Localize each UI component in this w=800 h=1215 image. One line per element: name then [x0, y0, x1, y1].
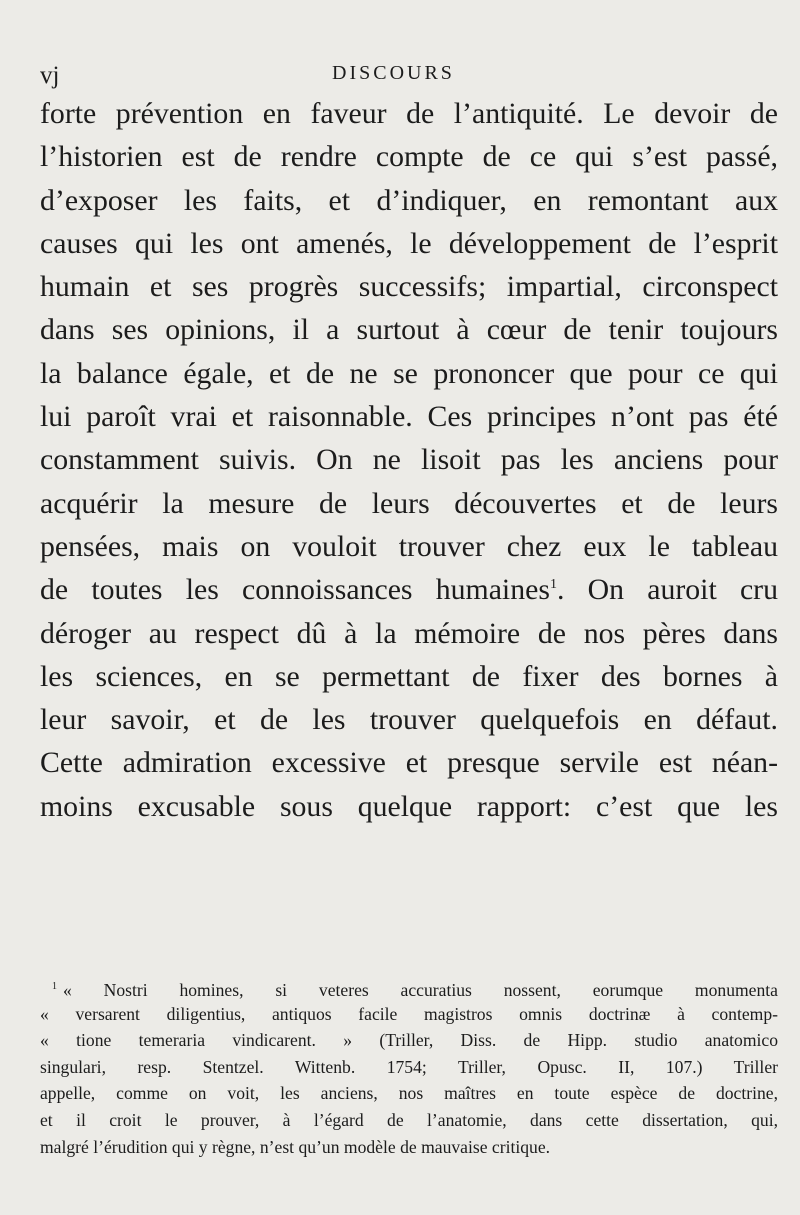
text-line: leur savoir, et de les trouver quelquefois en défaut. — [40, 703, 778, 737]
page-number: vj — [40, 62, 60, 89]
text-line: Cette admiration excessive et presque servile est néan- — [40, 746, 778, 780]
text-line: la balance égale, et de ne se prononcer que pour ce qui — [40, 356, 778, 390]
text-fragment: . On auroit cru — [556, 573, 779, 607]
text-line: moins excusable sous quelque rapport: c’est que les — [40, 789, 778, 823]
footnote-line: « versarent diligentius, antiquos facile magistros omnis doctrinæ à contemp- — [40, 1003, 778, 1024]
text-line-with-note-ref — [40, 568, 778, 611]
footnote-line: et il croit le prouver, à l’égard de l’anatomie, dans cette dissertation, qui, — [40, 1109, 778, 1130]
text-fragment: « Nostri homines, si veteres accuratius nossent, eorumque monumenta — [63, 979, 778, 1000]
footnote-mark: 1 — [52, 981, 57, 992]
text-line: pensées, mais on vouloit trouver chez eux le tableau — [40, 529, 778, 563]
footnote-line: « tione temeraria vindicarent. » (Triller, Diss. de Hipp. studio anatomico — [40, 1030, 778, 1051]
footnote-reference: 1 — [549, 577, 557, 593]
text-line: l’historien est de rendre compte de ce qui s’est passé, — [40, 140, 778, 174]
text-line: lui paroît vrai et raisonnable. Ces principes n’ont pas été — [40, 400, 778, 434]
text-line: humain et ses progrès successifs; impartial, circonspect — [40, 270, 778, 304]
text-line: dans ses opinions, il a surtout à cœur de tenir toujours — [40, 313, 778, 347]
text-line: déroger au respect dû à la mémoire de nos pères dans — [40, 616, 778, 650]
page-header — [40, 62, 780, 92]
text-fragment: de toutes les connoissances humaines — [40, 573, 550, 607]
footnote-line: malgré l’érudition qui y règne, n’est qu’un modèle de mauvaise critique. — [40, 1136, 551, 1157]
text-line: constamment suivis. On ne lisoit pas les anciens pour — [40, 443, 778, 477]
text-line: causes qui les ont amenés, le développement de l’esprit — [40, 226, 778, 260]
main-text — [40, 92, 778, 828]
text-line: d’exposer les faits, et d’indiquer, en remontant aux — [40, 183, 778, 217]
text-line: acquérir la mesure de leurs découvertes et de leurs — [40, 486, 778, 520]
footnote-line — [40, 974, 778, 1001]
footnote-line: appelle, comme on voit, les anciens, nos maîtres en toute espèce de doctrine, — [40, 1083, 778, 1104]
text-line: forte prévention en faveur de l’antiquité. Le devoir de — [40, 97, 778, 130]
footnote-line: singulari, resp. Stentzel. Wittenb. 1754; Triller, Opusc. II, 107.) Triller — [40, 1056, 778, 1077]
footnote — [40, 974, 778, 1160]
running-title: DISCOURS — [332, 62, 455, 84]
text-line: les sciences, en se permettant de fixer des bornes à — [40, 659, 778, 693]
